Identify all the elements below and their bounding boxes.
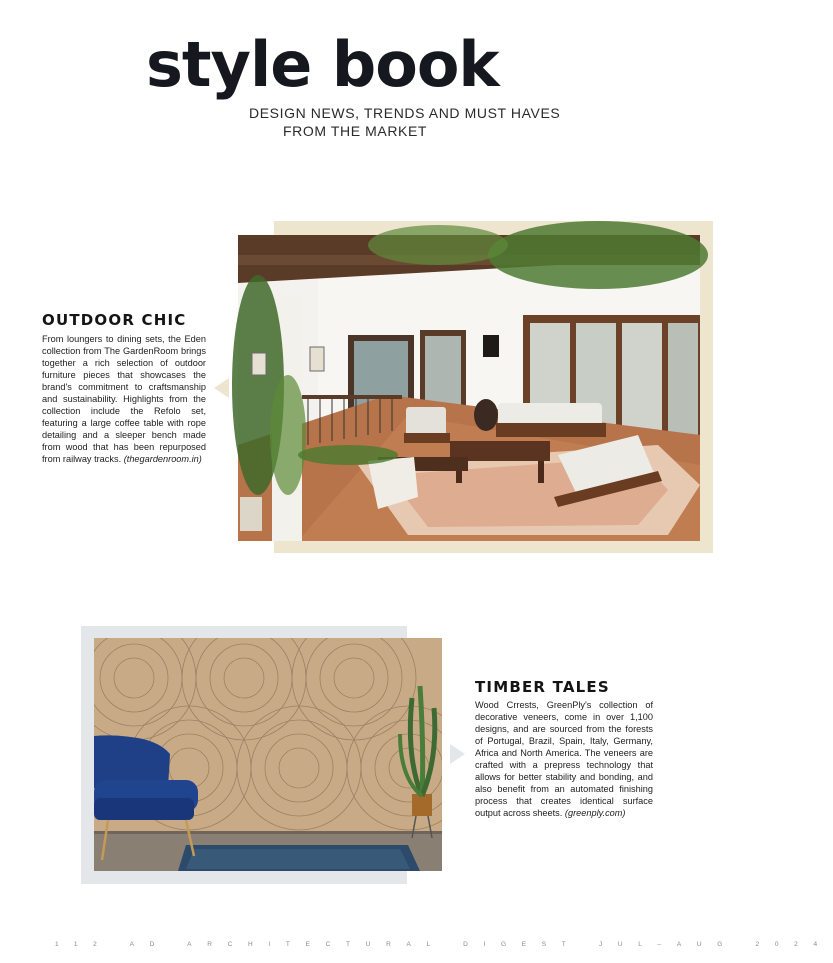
subtitle-line-1: DESIGN NEWS, TRENDS AND MUST HAVES — [249, 105, 561, 121]
timber-tales-heading: TIMBER TALES — [475, 678, 610, 696]
outdoor-terrace-photo — [238, 235, 700, 541]
timber-pointer-arrow — [450, 744, 465, 764]
subtitle-line-2: FROM THE MARKET — [283, 123, 428, 139]
outdoor-body-text: From loungers to dining sets, the Eden collection from The GardenRoom brings together a rich selection of outdoor furniture pieces that showcases the brand's commitment to craftsmanship and sustainability. Highlights from the collection include the Refolo set, featuring a large coffee table with rope detailing and a sleeper bench made from wood that has been repurposed from railway tracks. — [42, 334, 206, 465]
timber-tales-body — [475, 699, 653, 819]
outdoor-pointer-arrow — [214, 378, 229, 398]
timber-veneer-photo — [94, 638, 442, 871]
masthead-title: style book — [146, 28, 499, 101]
timber-body-text: Wood Crrests, GreenPly's collection of decorative veneers, come in over 1,100 designs, and are sourced from the forests of Portugal, Brazil, Spain, Italy, Germany, Africa and North America. The veneers are crafted with a prepress technology that allows for better stability and bonding, and also benefit from an automated finishing process that creates identical surface output across sheets. — [475, 700, 653, 819]
timber-source-credit: (greenply.com) — [564, 808, 626, 819]
outdoor-source-credit: (thegardenroom.in) — [123, 454, 202, 465]
masthead-subtitle — [249, 104, 560, 140]
outdoor-chic-heading: OUTDOOR CHIC — [42, 311, 187, 329]
page-footer: 112 AD ARCHITECTURAL DIGEST JUL–AUG 2024 — [55, 941, 833, 948]
outdoor-chic-body — [42, 333, 206, 466]
